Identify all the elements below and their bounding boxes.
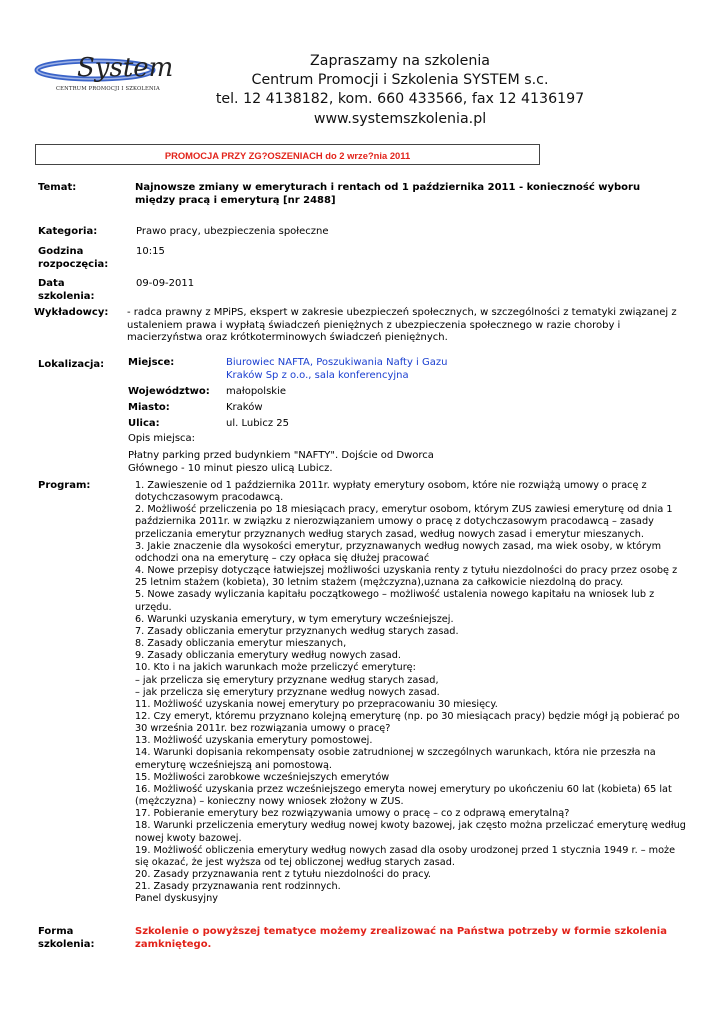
program-item: 3. Jakie znaczenie dla wysokości emerytur, przyznawanych według nowych zasad, ma wiek osoby, w którym xyxy=(135,540,662,552)
program-item: urzędu. xyxy=(135,601,172,613)
godzina-value: 10:15 xyxy=(136,246,165,257)
promo-banner: PROMOCJA PRZY ZG?OSZENIACH do 2 wrze?nia 2011 xyxy=(35,144,540,165)
program-item: 20. Zasady przyznawania rent z tytułu niezdolności do pracy. xyxy=(135,869,432,880)
header-block xyxy=(190,52,610,129)
program-item: Panel dyskusyjny xyxy=(135,893,218,905)
ulica-label: Ulica: xyxy=(128,418,160,429)
temat-label: Temat: xyxy=(38,182,77,193)
program-item: 15. Możliwości zarobkowe wcześniejszych emerytów xyxy=(135,771,390,783)
program-item: 16. Możliwość uzyskania przez wcześniejszego emeryta nowej emerytury po ukończeniu 60 lat (kobieta) 65 lat xyxy=(135,783,672,795)
data-label: Data szkolenia: xyxy=(38,278,95,302)
data-value: 09-09-2011 xyxy=(136,278,195,289)
program-item: 9. Zasady obliczania emerytury według nowych zasad. xyxy=(135,650,401,662)
ulica-value: ul. Lubicz 25 xyxy=(226,418,289,429)
program-item: (mężczyzna) – konieczny nowy wniosek złożony w ZUS. xyxy=(135,796,404,808)
kategoria-value: Prawo pracy, ubezpieczenia społeczne xyxy=(136,226,329,237)
program-item: 19. Możliwość obliczenia emerytury według nowych zasad dla osoby urodzonej przed 1 stycznia 1949 r. – może xyxy=(135,844,676,856)
godzina-label: Godzina rozpoczęcia: xyxy=(38,246,109,270)
miejsce-line2[interactable]: Kraków Sp z o.o., sala konferencyjna xyxy=(226,370,409,381)
header-line-website[interactable]: www.systemszkolenia.pl xyxy=(313,110,487,127)
program-item: 8. Zasady obliczania emerytur mieszanych, xyxy=(135,638,347,650)
miasto-value: Kraków xyxy=(226,402,263,413)
header-line-invite: Zapraszamy na szkolenia xyxy=(310,53,490,69)
program-item: października 2011r. w związku z nierozwiązaniem umowy o pracę z dotychczasowym pracodawcą – zasady xyxy=(135,516,654,528)
program-item: przeliczania emerytur przyznanych według starych zasad, według nowych zasad i emerytur mieszanych. xyxy=(135,528,644,540)
program-item: dotychczasowym pracodawcą. xyxy=(135,492,284,504)
program-item: 12. Czy emeryt, któremu przyznano kolejną emeryturę (np. po 30 miesiącach pracy) będzie mógł ją pobierać po xyxy=(135,710,680,722)
program-item: 4. Nowe przepisy dotyczące łatwiejszej możliwości uzyskania renty z tytułu niezdolności do pracy przez osobę z xyxy=(135,565,678,577)
wykladowcy-value: - radca prawny z MPiPS, ekspert w zakresie ubezpieczeń społecznych, w szczególności z tematyki związanej z ustaleniem prawa i wypłatą świadczeń pieniężnych z ubezpieczenia społecznego w razie choroby i macierzyństwa oraz krótkoterminowych świadczeń pieniężnych. xyxy=(127,307,677,343)
header-line-company: Centrum Promocji i Szkolenia SYSTEM s.c. xyxy=(251,72,549,89)
program-item: – jak przelicza się emerytury przyznane według nowych zasad. xyxy=(135,686,440,698)
logo-word: System xyxy=(77,53,174,83)
program-item: 1. Zawieszenie od 1 października 2011r. wypłaty emerytury osobom, które nie rozwiążą umowy o pracę z xyxy=(135,480,647,491)
program-item: 14. Warunki dopisania rekompensaty osobie zatrudnionej w szczególnych warunkach, która nie przeszła na xyxy=(135,747,656,759)
program-item: 21. Zasady przyznawania rent rodzinnych. xyxy=(135,881,341,893)
temat-value: Najnowsze zmiany w emeryturach i rentach od 1 października 2011 - konieczność wyboru między pracą i emeryturą [nr 2488] xyxy=(135,182,641,206)
forma-label: Forma szkolenia: xyxy=(38,926,95,950)
lokalizacja-label: Lokalizacja: xyxy=(38,359,105,370)
program-item: 13. Możliwość uzyskania emerytury pomostowej. xyxy=(135,735,373,747)
logo-swoosh-icon xyxy=(33,50,183,86)
program-item: 2. Możliwość przeliczenia po 18 miesiącach pracy, emerytur osobom, którym ZUS zawiesi emeryturę od dnia 1 xyxy=(135,504,673,516)
program-item: – jak przelicza się emerytury przyznane według starych zasad, xyxy=(135,674,439,686)
program-item: nowej kwoty bazowej. xyxy=(135,832,242,844)
kategoria-label: Kategoria: xyxy=(38,226,98,237)
program-item: 5. Nowe zasady wyliczania kapitału początkowego – możliwość ustalenia nowego kapitału na wniosek lub z xyxy=(135,589,655,601)
company-logo xyxy=(33,50,183,100)
program-item: 10. Kto i na jakich warunkach może przeliczyć emeryturę: xyxy=(135,662,416,674)
program-item: 25 letnim stażem (kobieta), 30 letnim stażem (mężczyzna),uznana za całkowicie niezdolną do pracy. xyxy=(135,577,624,589)
program-item: 17. Pobieranie emerytury bez rozwiązywania umowy o pracę – co z odprawą emerytalną? xyxy=(135,808,570,820)
miasto-label: Miasto: xyxy=(128,402,170,413)
program-item: 30 września 2011r. bez rozwiązania umowy o pracę? xyxy=(135,723,391,735)
program-item: emeryturę wcześniejszą ani pomostową. xyxy=(135,759,333,771)
opis-value: Płatny parking przed budynkiem "NAFTY". Dojście od Dworca Głównego - 10 minut pieszo ulicą Lubicz. xyxy=(128,450,434,474)
program-list xyxy=(135,480,695,905)
program-item: 7. Zasady obliczania emerytur przyznanych według starych zasad. xyxy=(135,625,459,637)
wojewodztwo-label: Województwo: xyxy=(128,386,210,397)
wojewodztwo-value: małopolskie xyxy=(226,386,287,397)
program-item: się okazać, że jest wyższa od tej obliczonej według starych zasad. xyxy=(135,856,455,868)
header-line-contact: tel. 12 4138182, kom. 660 433566, fax 12 4136197 xyxy=(215,91,585,108)
program-item: odchodzi ona na emeryturę – czy opłaca się dłużej pracować xyxy=(135,552,430,564)
logo-caption: CENTRUM PROMOCJI I SZKOLENIA xyxy=(56,86,160,92)
miejsce-label: Miejsce: xyxy=(128,357,175,368)
wykladowcy-label: Wykładowcy: xyxy=(34,307,109,318)
program-item: 11. Możliwość uzyskania nowej emerytury po przepracowaniu 30 miesięcy. xyxy=(135,698,498,710)
forma-value: Szkolenie o powyższej tematyce możemy zrealizować na Państwa potrzeby w formie szkolenia zamkniętego. xyxy=(135,926,667,950)
program-label: Program: xyxy=(38,480,91,491)
program-item: 18. Warunki przeliczenia emerytury według nowej kwoty bazowej, jak często można przeliczać emeryturę według xyxy=(135,820,686,832)
program-item: 6. Warunki uzyskania emerytury, w tym emerytury wcześniejszej. xyxy=(135,613,454,625)
miejsce-line1[interactable]: Biurowiec NAFTA, Poszukiwania Nafty i Gazu xyxy=(226,357,448,368)
opis-label: Opis miejsca: xyxy=(128,433,196,444)
